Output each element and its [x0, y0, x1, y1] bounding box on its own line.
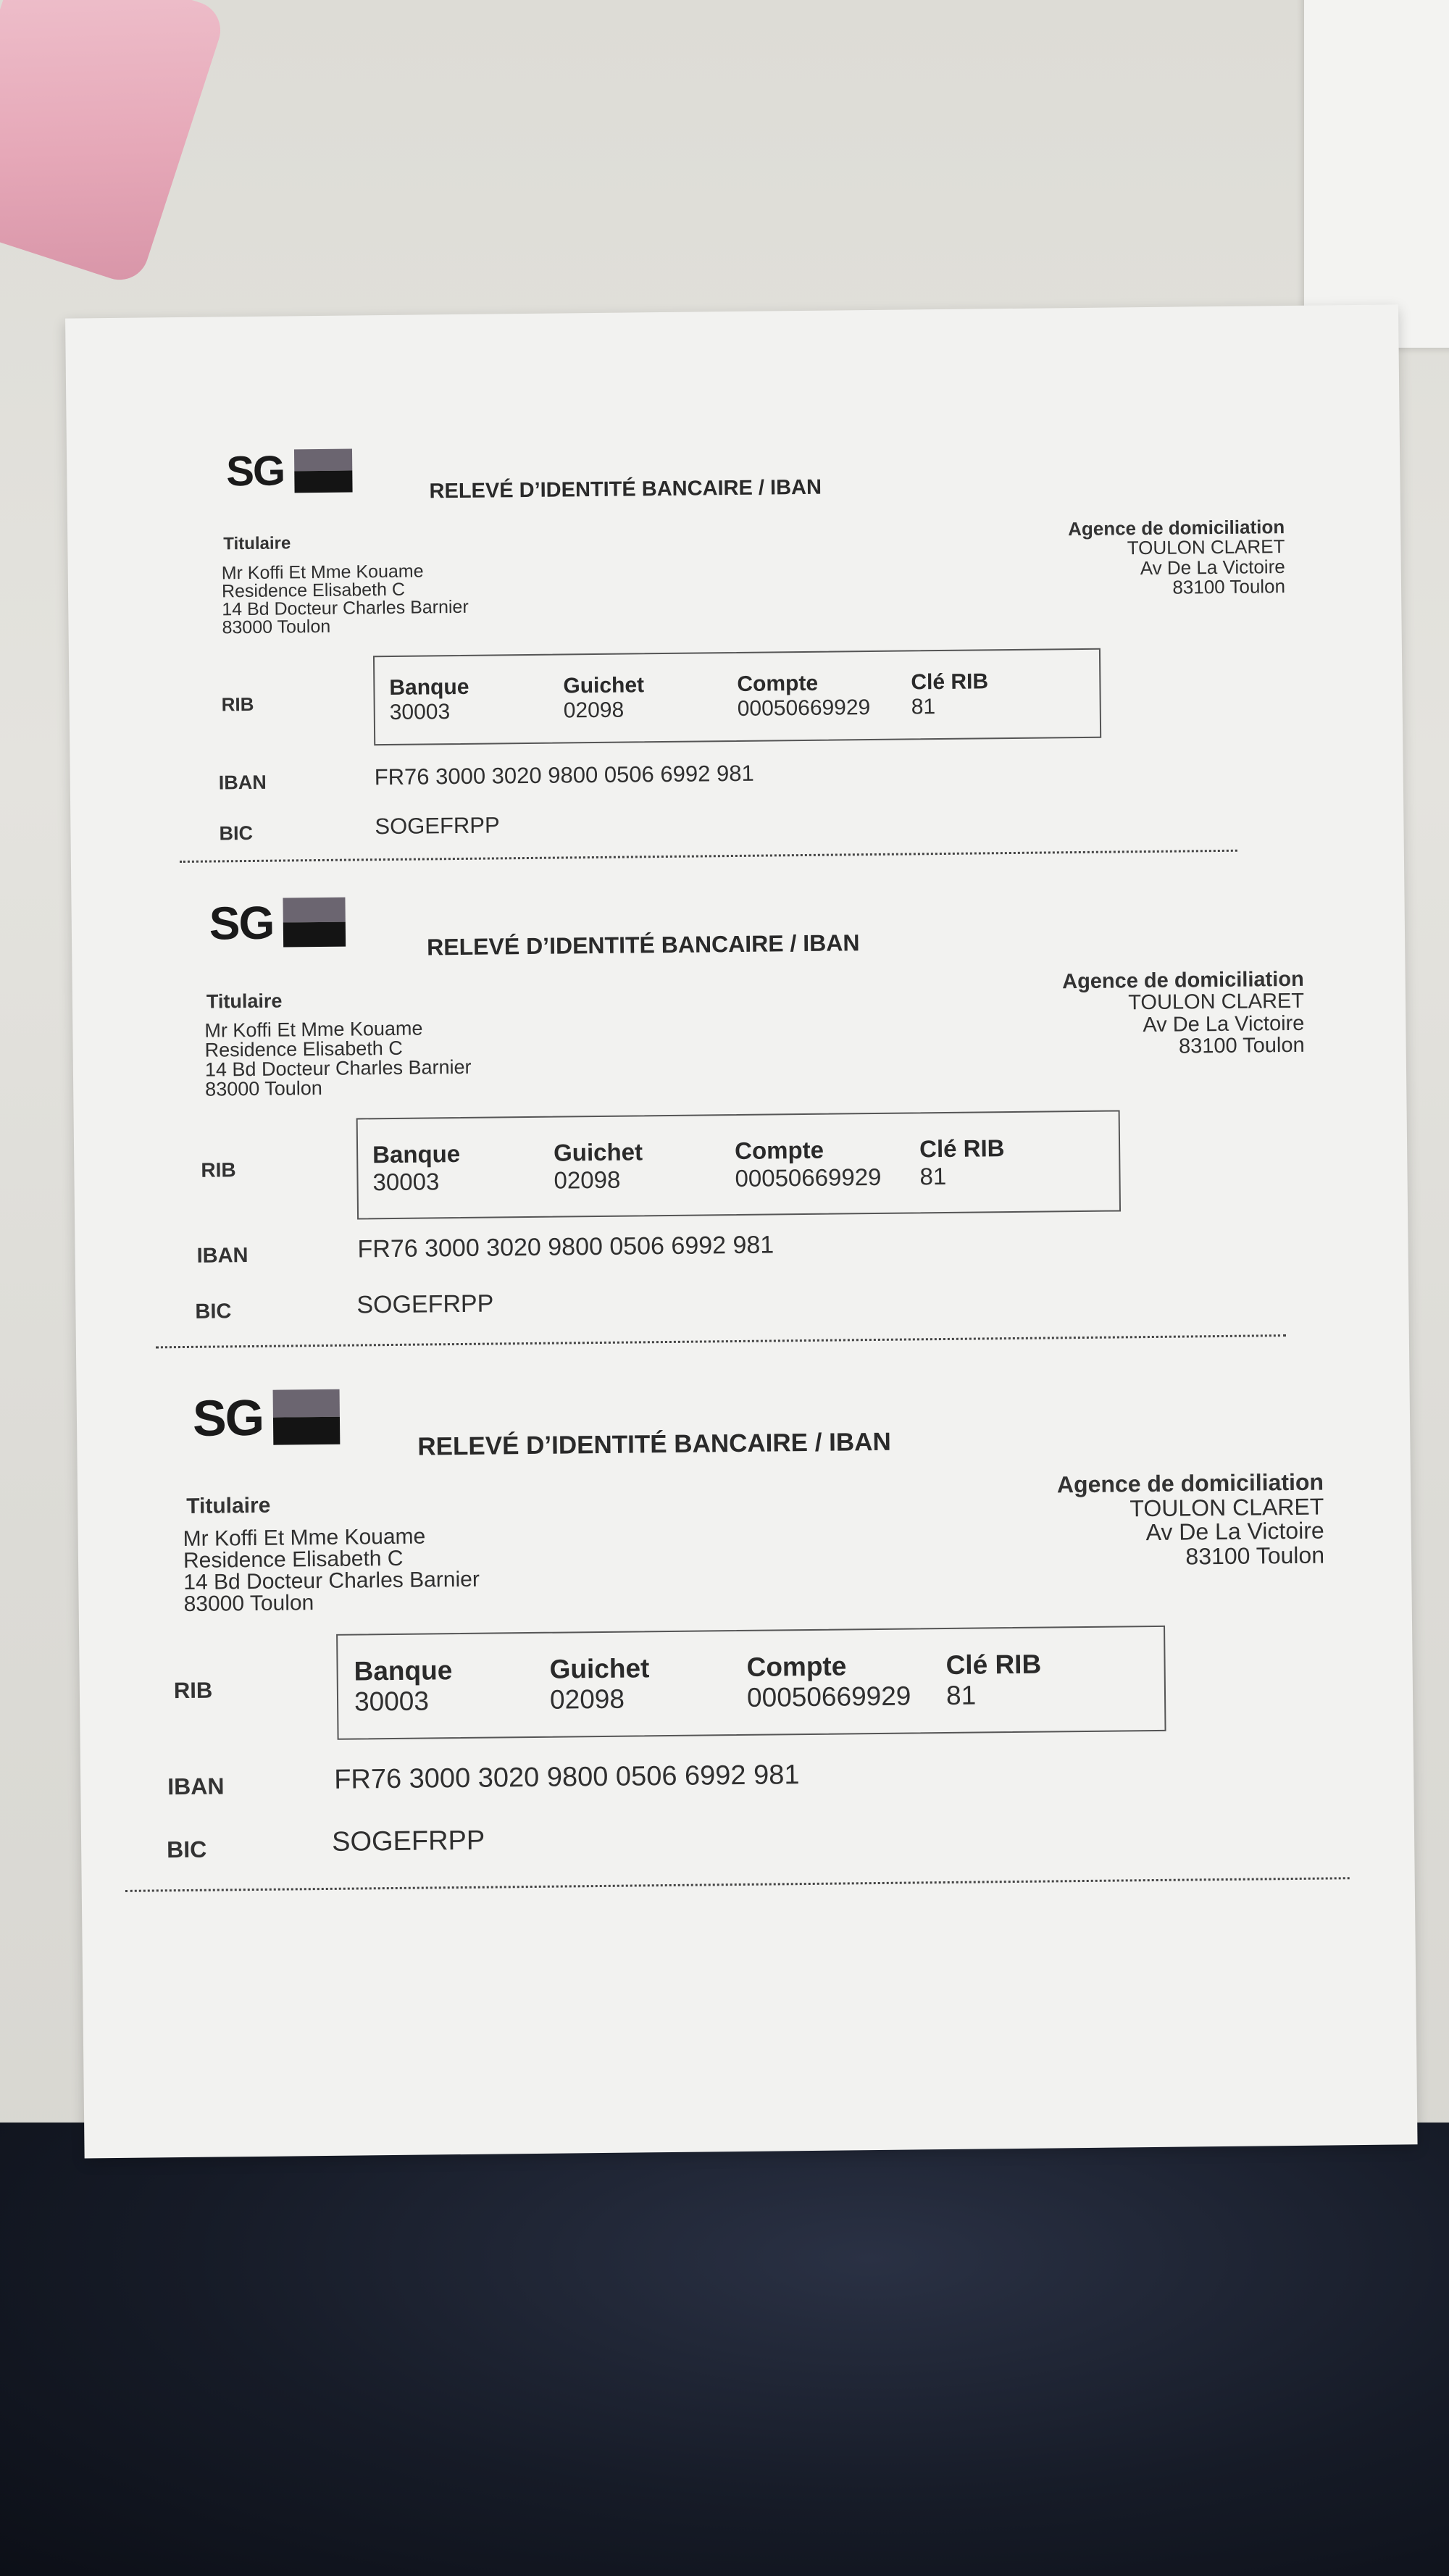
holder-line: Residence Elisabeth C [204, 1037, 403, 1061]
rib-label: RIB [201, 1158, 236, 1182]
rib-field-cle [911, 650, 1056, 738]
rib-field-compte [735, 1113, 920, 1214]
bic-value: SOGEFRPP [375, 812, 500, 840]
iban-value: FR76 3000 3020 9800 0506 6992 981 [333, 1760, 800, 1795]
rib-field-banque [375, 655, 564, 744]
rib-field-value: 00050669929 [737, 695, 871, 721]
agency-line: TOULON CLARET [1128, 990, 1305, 1015]
rib-field-guichet [563, 653, 738, 743]
bic-value: SOGEFRPP [356, 1289, 494, 1319]
agency-block [1062, 969, 1305, 1059]
holder-line: Mr Koffi Et Mme Kouame [204, 1017, 423, 1042]
rib-box [356, 1110, 1121, 1219]
holder-address [204, 1019, 472, 1100]
agency-block [1068, 517, 1285, 598]
rib-field-banque [358, 1118, 554, 1218]
sg-logo [226, 446, 353, 496]
rib-field-value: 02098 [549, 1684, 625, 1715]
rib-field-banque [338, 1634, 550, 1739]
rib-field-header: Banque [354, 1655, 453, 1686]
rib-field-value: 81 [945, 1680, 977, 1711]
holder-line: 83000 Toulon [183, 1591, 314, 1617]
rib-field-value: 02098 [563, 698, 625, 723]
rib-field-header: Guichet [553, 1138, 643, 1166]
rib-field-value: 02098 [554, 1166, 621, 1194]
rib-box [336, 1626, 1166, 1740]
bic-label: BIC [167, 1836, 207, 1863]
holder-label: Titulaire [206, 990, 283, 1013]
rib-field-value: 00050669929 [746, 1681, 911, 1713]
rib-field-header: Compte [734, 1136, 824, 1165]
agency-line: 83100 Toulon [1172, 574, 1286, 598]
rib-field-value: 81 [911, 695, 936, 719]
agency-label: Agence de domiciliation [1056, 1468, 1324, 1498]
agency-line: TOULON CLARET [1127, 535, 1285, 559]
holder-line: 83000 Toulon [205, 1076, 323, 1100]
holder-label: Titulaire [223, 533, 291, 554]
sg-logo-text: SG [225, 447, 285, 495]
rib-field-compte [746, 1629, 946, 1734]
document-title: RELEVÉ D’IDENTITÉ BANCAIRE / IBAN [429, 475, 822, 503]
iban-value: FR76 3000 3020 9800 0506 6992 981 [357, 1231, 774, 1263]
rib-field-value: 30003 [389, 700, 451, 724]
holder-label: Titulaire [186, 1493, 271, 1518]
background-paper-sheet [1304, 0, 1449, 348]
rib-field-header: Clé RIB [911, 669, 989, 695]
rib-field-guichet [554, 1116, 735, 1216]
agency-label: Agence de domiciliation [1061, 967, 1304, 994]
sg-logo-mark-icon [283, 898, 346, 948]
agency-line: 83100 Toulon [1178, 1034, 1305, 1058]
holder-line: 14 Bd Docteur Charles Barnier [222, 596, 469, 620]
sg-logo-mark-icon [294, 448, 353, 493]
sg-logo-text: SG [192, 1389, 264, 1447]
holder-line: 14 Bd Docteur Charles Barnier [204, 1055, 472, 1081]
rib-field-header: Compte [746, 1651, 847, 1682]
rib-field-header: Clé RIB [945, 1649, 1042, 1681]
rib-copy-2 [70, 761, 1408, 1323]
rib-field-value: 30003 [354, 1686, 430, 1717]
sg-logo-mark-icon [273, 1389, 341, 1445]
agency-line: Av De La Victoire [1140, 555, 1285, 579]
document-title: RELEVÉ D’IDENTITÉ BANCAIRE / IBAN [426, 929, 860, 961]
rib-field-compte [737, 651, 911, 740]
bic-label: BIC [195, 1300, 232, 1323]
agency-line: 83100 Toulon [1185, 1542, 1325, 1570]
rib-label: RIB [173, 1677, 213, 1704]
iban-label: IBAN [167, 1773, 225, 1800]
holder-line: 83000 Toulon [222, 616, 331, 638]
rib-copy-1 [65, 304, 1403, 845]
rib-field-value: 00050669929 [735, 1163, 882, 1192]
agency-block [1056, 1468, 1325, 1571]
holder-line: Mr Koffi Et Mme Kouame [221, 561, 424, 584]
iban-label: IBAN [218, 771, 267, 794]
sg-logo-text: SG [209, 896, 274, 950]
rib-field-cle [945, 1628, 1106, 1732]
sg-logo [209, 895, 346, 950]
rib-field-value: 81 [919, 1162, 947, 1190]
dark-fabric-background [0, 2123, 1449, 2576]
rib-field-value: 30003 [372, 1168, 440, 1196]
rib-copy-3 [75, 1246, 1413, 1863]
agency-line: Av De La Victoire [1143, 1011, 1305, 1037]
holder-line: 14 Bd Docteur Charles Barnier [183, 1567, 480, 1595]
rib-field-header: Guichet [549, 1653, 650, 1684]
document-title: RELEVÉ D’IDENTITÉ BANCAIRE / IBAN [417, 1427, 891, 1461]
rib-field-header: Banque [389, 674, 469, 700]
rib-field-cle [919, 1112, 1065, 1212]
holder-line: Mr Koffi Et Mme Kouame [183, 1524, 426, 1552]
cut-line-divider [125, 1877, 1350, 1892]
bic-label: BIC [219, 821, 254, 845]
agency-line: TOULON CLARET [1129, 1493, 1324, 1521]
holder-line: Residence Elisabeth C [221, 579, 406, 602]
pink-object [0, 0, 227, 288]
rib-field-header: Guichet [563, 673, 645, 698]
rib-document-page [65, 304, 1417, 2158]
rib-label: RIB [221, 693, 254, 716]
agency-label: Agence de domiciliation [1067, 516, 1285, 540]
rib-field-guichet [549, 1631, 747, 1736]
holder-line: Residence Elisabeth C [183, 1546, 404, 1573]
holder-address [183, 1526, 480, 1615]
iban-value: FR76 3000 3020 9800 0506 6992 981 [374, 760, 754, 790]
agency-line: Av De La Victoire [1145, 1517, 1324, 1546]
sg-logo [193, 1388, 341, 1447]
bic-value: SOGEFRPP [331, 1825, 485, 1857]
rib-field-header: Clé RIB [919, 1134, 1005, 1163]
iban-label: IBAN [196, 1244, 249, 1268]
rib-field-header: Banque [372, 1139, 461, 1168]
rib-box [373, 648, 1101, 746]
rib-field-header: Compte [737, 671, 819, 696]
holder-address [222, 562, 469, 637]
